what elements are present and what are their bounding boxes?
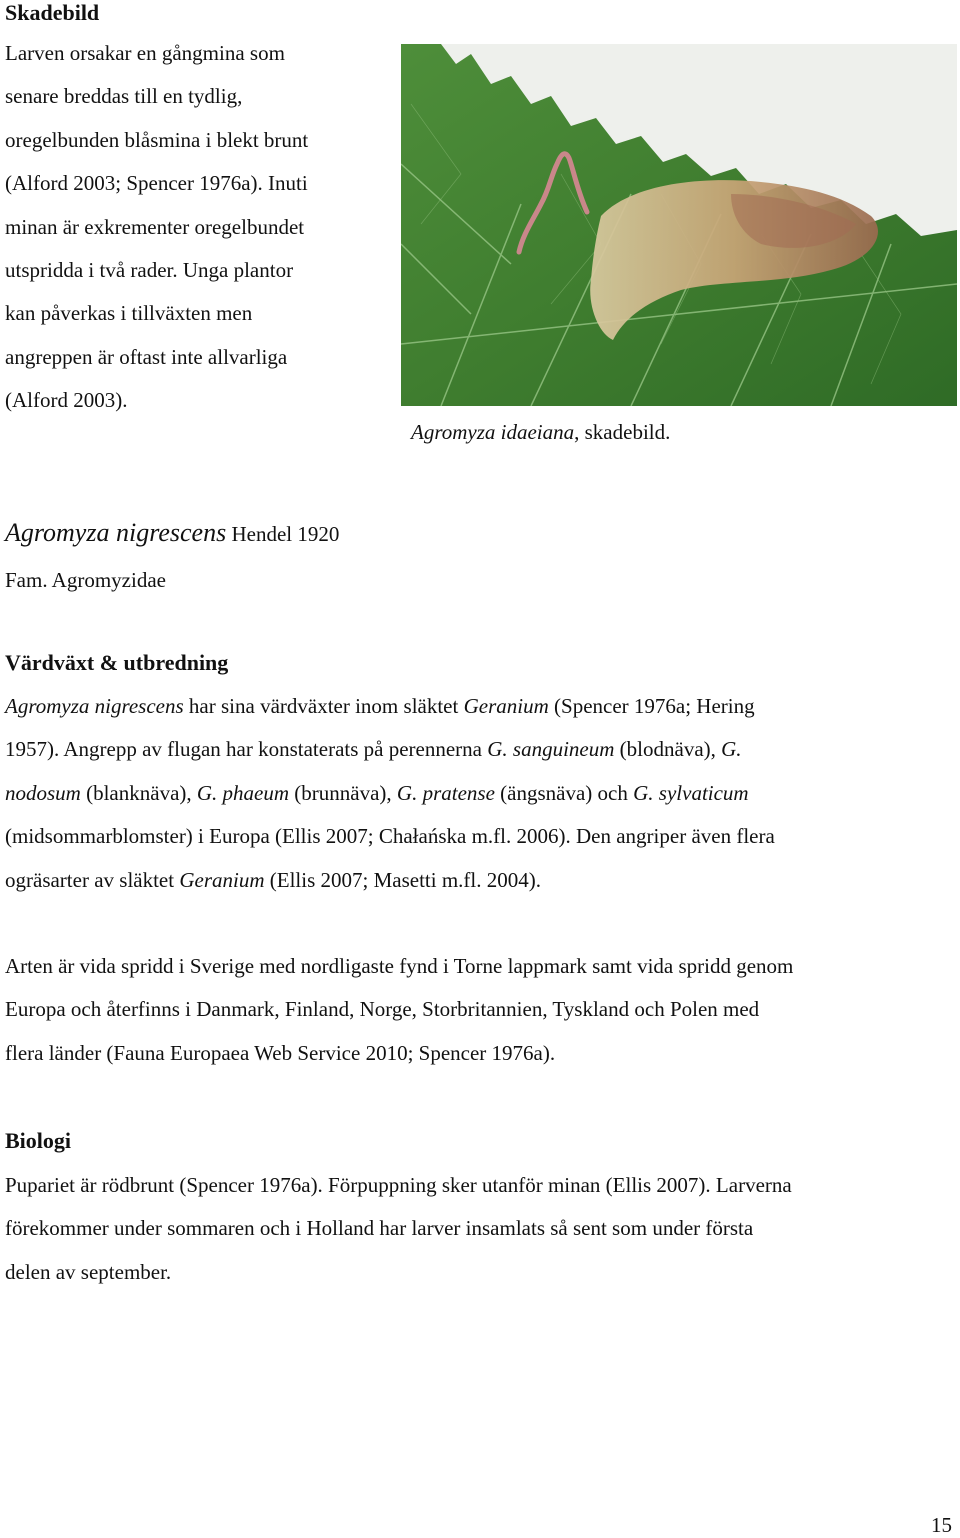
heading-skadebild: Skadebild [5,0,100,25]
species-title [5,518,339,548]
text-line: förekommer under sommaren och i Holland har larver insamlats så sent som under första [5,1216,754,1241]
italic-run: nodosum [5,780,81,805]
text-line: oregelbunden blåsmina i blekt brunt [5,127,309,152]
text-line: Arten är vida spridd i Sverige med nordligaste fynd i Torne lappmark samt vida spridd genom [5,954,794,978]
text-line [5,859,955,902]
text-run: (midsommarblomster) i Europa (Ellis 2007; Chałańska m.fl. 2006). Den angriper även flera [5,824,775,849]
italic-run: Agromyza nigrescens [5,694,184,718]
vardvaxt-paragraph-1 [5,685,955,902]
text-run: har sina värdväxter inom släktet [183,694,464,718]
page-number: 15 [931,1513,952,1537]
text-run: (brunnäva), [289,780,397,805]
text-line [5,685,955,728]
text-run: 1957). Angrepp av flugan har konstaterats på perennerna [5,737,488,762]
italic-run: G. sylvaticum [633,780,749,805]
italic-run: G. sanguineum [487,737,615,762]
italic-run: G. [721,737,742,762]
italic-run: Geranium [179,867,265,892]
text-line: (Alford 2003). [5,388,128,413]
text-line: delen av september. [5,1259,172,1284]
italic-run: G. phaeum [196,780,290,805]
italic-run: G. pratense [396,780,495,805]
text-line: kan påverkas i tillväxten men [5,301,253,326]
text-line: angreppen är oftast inte allvarliga [5,344,288,369]
species-name: Agromyza nigrescens [5,518,227,547]
text-line: Pupariet är rödbrunt (Spencer 1976a). Förpuppning sker utanför minan (Ellis 2007). Larverna [5,1173,792,1197]
text-run: (Spencer 1976a; Hering [548,694,755,718]
species-family: Fam. Agromyzidae [5,568,166,592]
biologi-paragraph [5,1164,955,1294]
vardvaxt-paragraph-2 [5,945,955,1075]
text-line: Europa och återfinns i Danmark, Finland, Norge, Storbritannien, Tyskland och Polen med [5,997,760,1022]
text-line: senare breddas till en tydlig, [5,84,243,109]
text-run: (blodnäva), [614,737,722,762]
heading-vardvaxt: Värdväxt & utbredning [5,650,229,675]
text-line [5,728,955,771]
skadebild-text [5,32,395,423]
text-run: (ängsnäva) och [494,780,634,805]
text-run: (Ellis 2007; Masetti m.fl. 2004). [264,867,541,892]
text-line [5,772,955,815]
heading-biologi: Biologi [5,1128,72,1153]
text-line: Larven orsakar en gångmina som [5,41,285,65]
species-author: Hendel 1920 [226,522,340,546]
text-line [5,815,955,858]
italic-run: Geranium [463,694,549,718]
text-line: utspridda i två rader. Unga plantor [5,258,294,283]
leaf-mine-photo [401,44,957,406]
text-line: (Alford 2003; Spencer 1976a). Inuti [5,171,308,196]
text-line: minan är exkrementer oregelbundet [5,214,305,239]
text-run: ogräsarter av släktet [5,867,180,892]
text-line: flera länder (Fauna Europaea Web Service 2010; Spencer 1976a). [5,1040,556,1065]
text-run: (blanknäva), [80,780,197,805]
figure-caption: Agromyza idaeiana, skadebild. [411,420,671,444]
